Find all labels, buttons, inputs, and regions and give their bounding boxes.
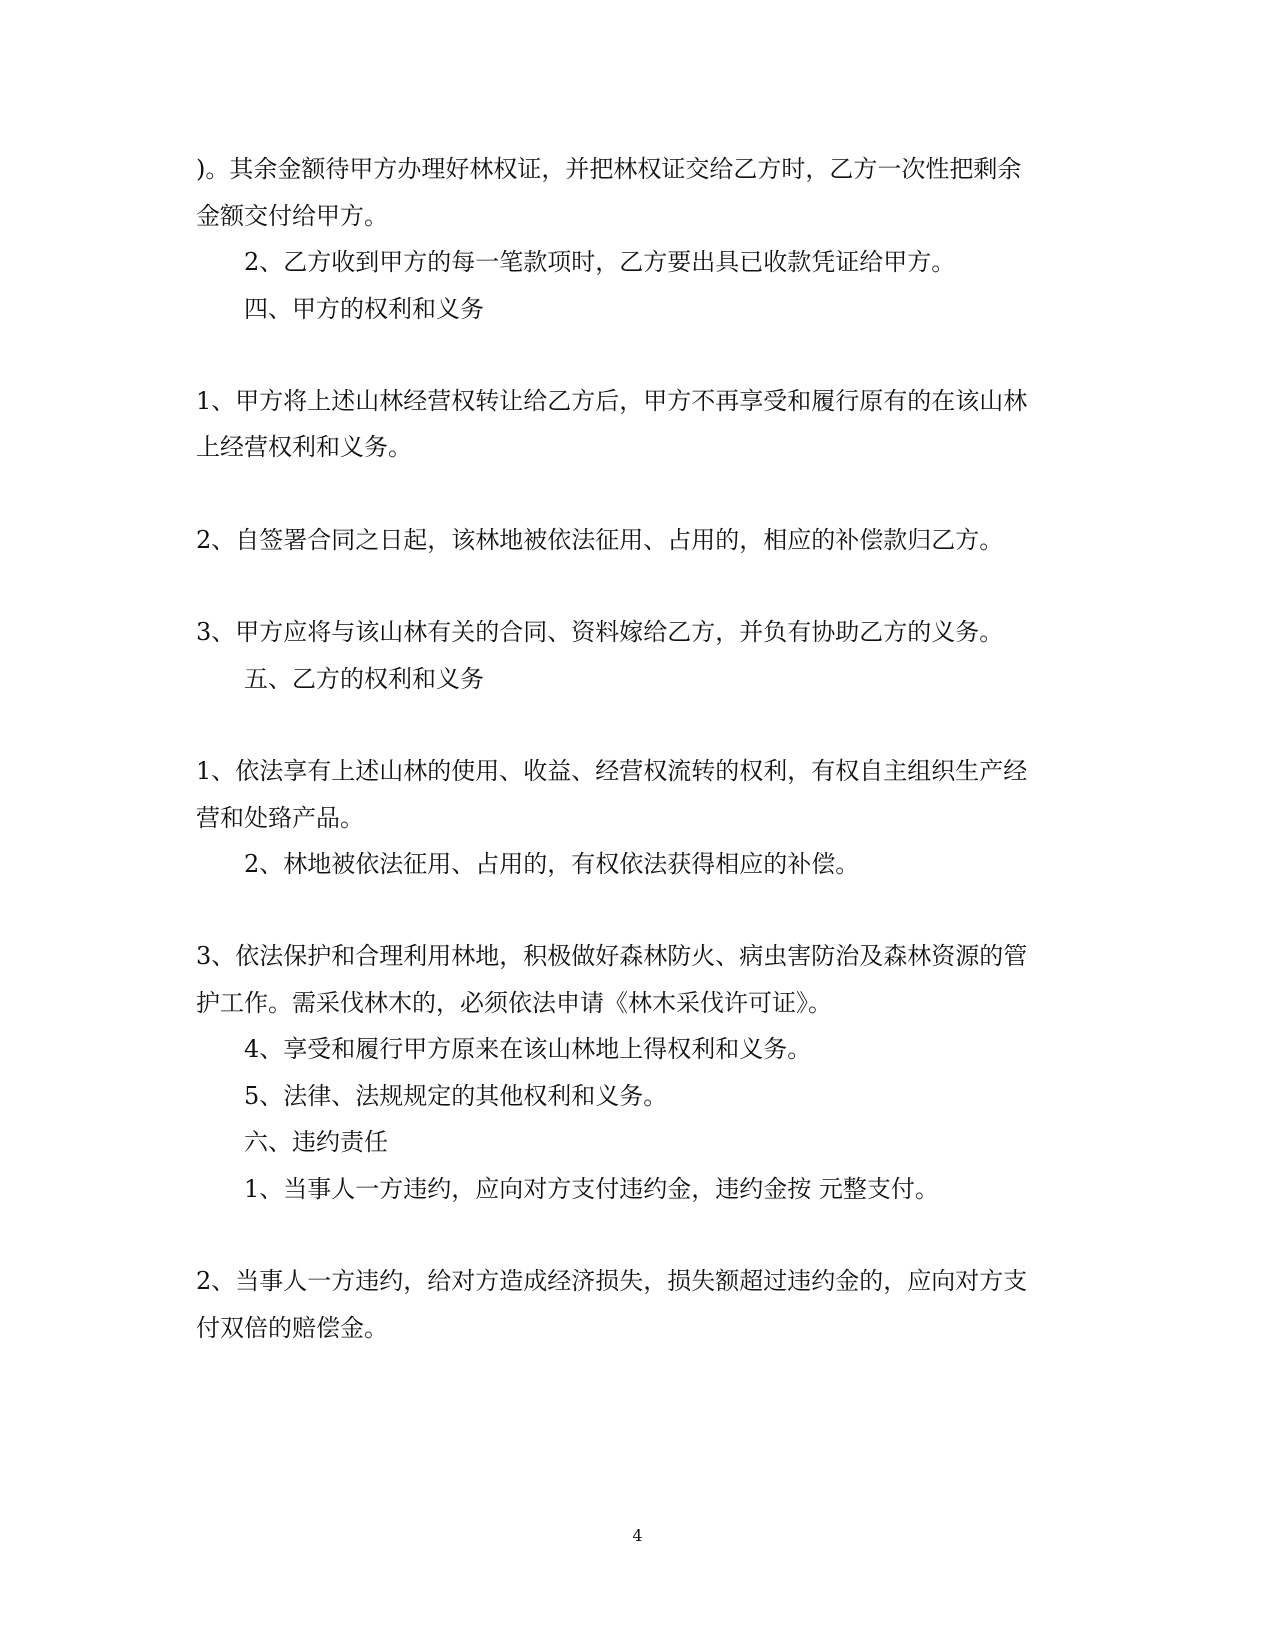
paragraph-line: 1、依法享有上述山林的使用、收益、经营权流转的权利，有权自主组织生产经	[196, 757, 1028, 785]
paragraph-line: 上经营权利和义务。	[196, 433, 412, 461]
paragraph-line: 3、依法保护和合理利用林地，积极做好森林防火、病虫害防治及森林资源的管	[196, 942, 1028, 970]
paragraph-line: 付双倍的赔偿金。	[196, 1314, 388, 1342]
paragraph-line: 2、当事人一方违约，给对方造成经济损失，损失额超过违约金的，应向对方支	[196, 1267, 1028, 1295]
page-number: 4	[632, 1526, 643, 1545]
paragraph-line: 金额交付给甲方。	[196, 202, 388, 230]
paragraph-line: 5、法律、法规规定的其他权利和义务。	[244, 1082, 668, 1110]
paragraph-line: 1、甲方将上述山林经营权转让给乙方后，甲方不再享受和履行原有的在该山林	[196, 387, 1028, 415]
paragraph-line: 2、乙方收到甲方的每一笔款项时，乙方要出具已收款凭证给甲方。	[244, 248, 956, 276]
paragraph-line: 营和处臵产品。	[196, 804, 364, 832]
paragraph-line: 4、享受和履行甲方原来在该山林地上得权利和义务。	[244, 1035, 812, 1063]
paragraph-line: 1、当事人一方违约，应向对方支付违约金，违约金按 元整支付。	[244, 1175, 939, 1203]
paragraph-line: 护工作。需采伐林木的，必须依法申请《林木采伐许可证》。	[196, 989, 832, 1017]
section-heading: 四、甲方的权利和义务	[244, 295, 484, 323]
paragraph-line: )。其余金额待甲方办理好林权证，并把林权证交给乙方时，乙方一次性把剩余	[196, 155, 1022, 183]
paragraph-line: 3、甲方应将与该山林有关的合同、资料嫁给乙方，并负有协助乙方的义务。	[196, 618, 1004, 646]
section-heading: 五、乙方的权利和义务	[244, 665, 484, 693]
paragraph-line: 2、自签署合同之日起，该林地被依法征用、占用的，相应的补偿款归乙方。	[196, 526, 1004, 554]
section-heading: 六、违约责任	[244, 1128, 388, 1156]
paragraph-line: 2、林地被依法征用、占用的，有权依法获得相应的补偿。	[244, 850, 860, 878]
